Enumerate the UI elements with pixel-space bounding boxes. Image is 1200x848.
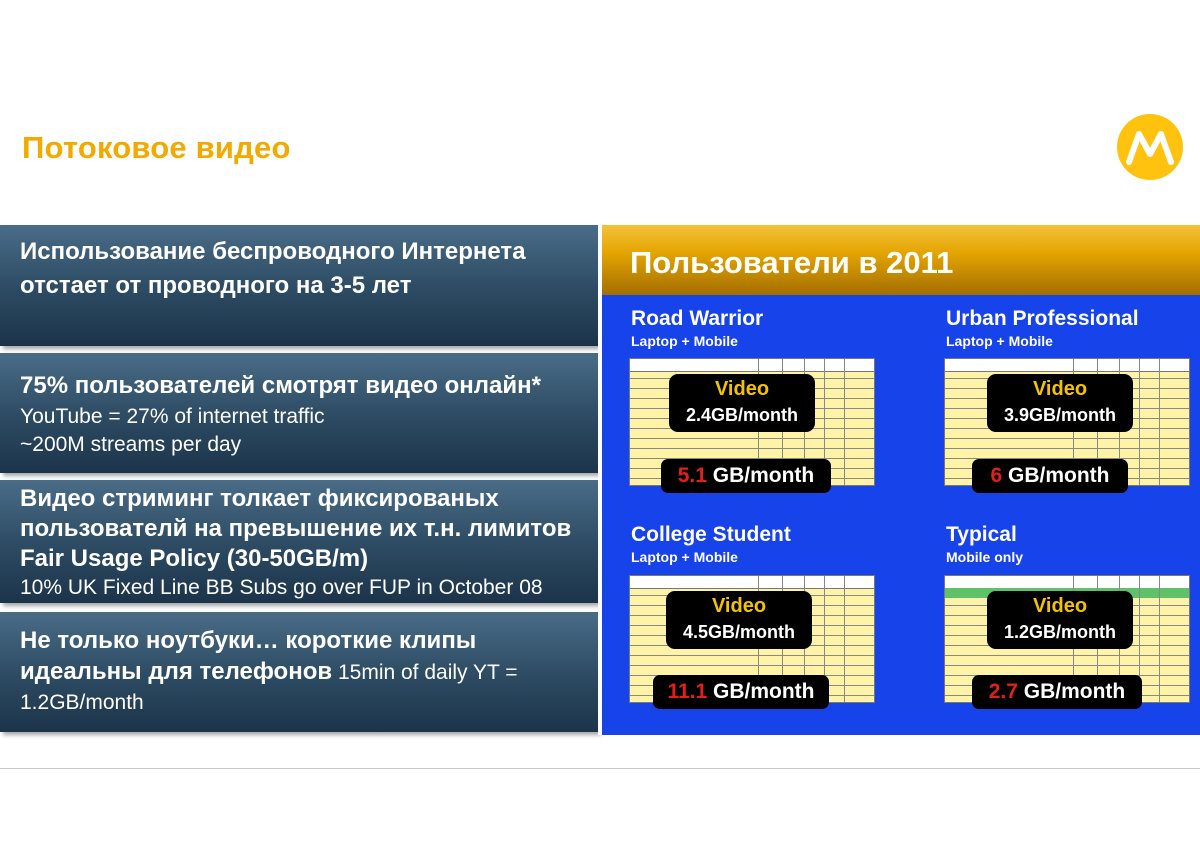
video-amount: 1.2GB/month	[1003, 622, 1116, 642]
total-unit: GB/month	[707, 680, 815, 703]
video-label: Video	[1032, 378, 1088, 400]
user-devices: Mobile only	[946, 549, 1023, 565]
total-amount: 11.1	[667, 680, 708, 703]
video-usage-pill	[987, 374, 1133, 432]
video-usage-pill	[669, 374, 815, 432]
left-box-fair-usage	[0, 480, 598, 603]
total-usage-pill	[661, 459, 831, 493]
users-2011-panel	[602, 225, 1200, 735]
user-devices: Laptop + Mobile	[631, 549, 738, 565]
total-usage-pill	[972, 675, 1142, 709]
motorola-logo-icon	[1117, 114, 1183, 180]
video-amount: 3.9GB/month	[1003, 405, 1116, 425]
left-box-mobile-clips	[0, 612, 598, 732]
user-road-warrior	[631, 307, 891, 351]
user-typical	[946, 523, 1200, 567]
left-box-video-users	[0, 353, 598, 473]
total-unit: GB/month	[1002, 464, 1110, 487]
total-unit: GB/month	[706, 464, 815, 487]
video-label: Video	[711, 595, 767, 617]
users-panel-header	[602, 225, 1200, 295]
user-name: College Student	[631, 523, 791, 546]
slide-title: Потоковое видео	[22, 130, 291, 165]
user-urban-professional	[946, 307, 1200, 351]
left-box4-bold: Не только ноутбуки… короткие клипы идеальны для телефонов	[20, 627, 477, 685]
left-box2-heading: 75% пользователей смотрят видео онлайн*	[20, 372, 541, 399]
user-name: Urban Professional	[946, 307, 1139, 330]
user-name: Typical	[946, 523, 1017, 546]
video-amount: 4.5GB/month	[682, 622, 795, 642]
video-usage-pill	[666, 591, 812, 649]
video-amount: 2.4GB/month	[685, 405, 798, 425]
user-college-student	[631, 523, 891, 567]
total-amount: 5.1	[677, 464, 707, 487]
user-devices: Laptop + Mobile	[631, 333, 738, 349]
user-name: Road Warrior	[631, 307, 764, 330]
footer-divider	[0, 768, 1200, 769]
left-box3-line1: 10% UK Fixed Line BB Subs go over FUP in October 08	[20, 576, 543, 599]
total-amount: 6	[990, 464, 1003, 487]
left-box2-line1: YouTube = 27% of internet traffic	[20, 405, 325, 428]
video-usage-pill	[987, 591, 1133, 649]
total-amount: 2.7	[988, 680, 1018, 703]
total-unit: GB/month	[1017, 680, 1126, 703]
users-panel-title: Пользователи в 2011	[630, 245, 954, 280]
video-label: Video	[714, 378, 770, 400]
video-label: Video	[1032, 595, 1088, 617]
left-box4-normal: 15min of daily YT = 1.2GB/month	[20, 661, 518, 714]
left-box3-heading: Видео стриминг толкает фиксированых пользователй на превышение их т.н. лимитов Fair Usage Policy (30-50GB/m)	[20, 485, 572, 572]
left-box-wireless-lag	[0, 225, 598, 346]
left-box4-text	[20, 626, 588, 718]
total-usage-pill	[653, 675, 829, 709]
left-box1-heading: Использование беспроводного Интернета отстает от проводного на 3-5 лет	[20, 238, 526, 299]
total-usage-pill	[972, 459, 1128, 493]
left-box2-line2: ~200M streams per day	[20, 433, 242, 456]
user-devices: Laptop + Mobile	[946, 333, 1053, 349]
